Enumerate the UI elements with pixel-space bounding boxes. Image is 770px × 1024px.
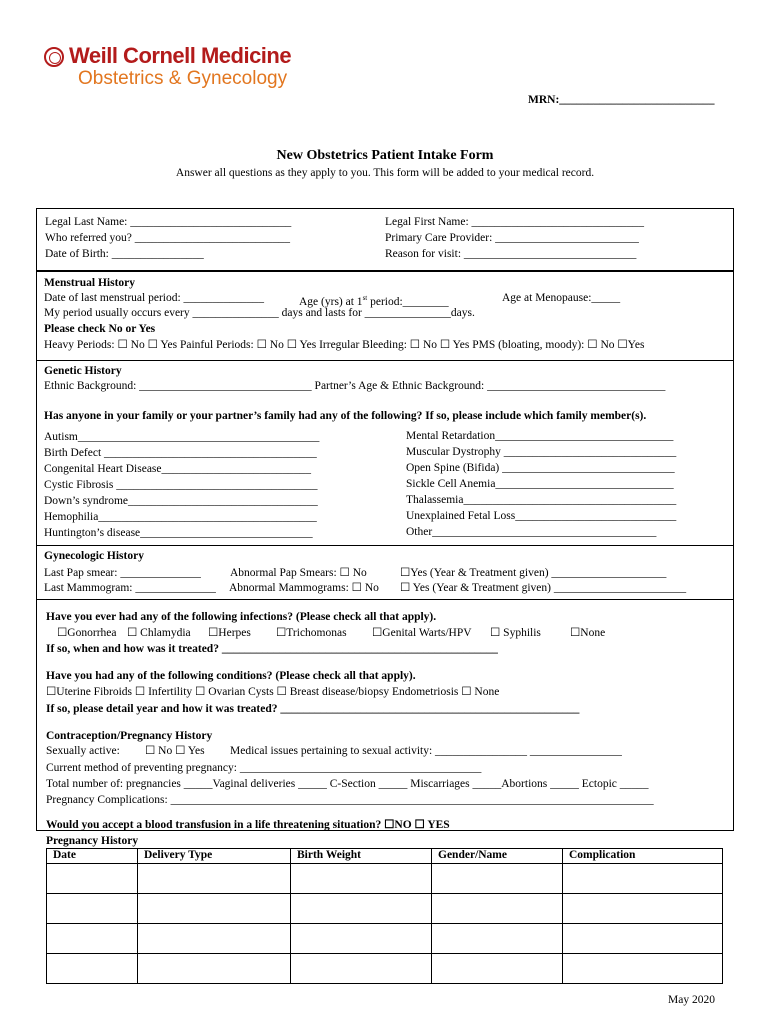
table-cell[interactable] [291,894,432,924]
table-cell[interactable] [291,924,432,954]
pregnancy-complications-field[interactable]: Pregnancy Complications: ____________________________________________________________________________________ [46,794,654,806]
column-header: Date [47,849,138,864]
family-history-item[interactable]: Down’s syndrome_________________________________ [44,495,318,507]
conditions-question: Have you had any of the following conditions? (Please check all that apply). [46,670,416,682]
table-cell[interactable] [563,864,723,894]
genetic-heading: Genetic History [44,365,122,377]
table-cell[interactable] [47,894,138,924]
table-row [47,894,723,924]
column-header: Delivery Type [138,849,291,864]
form-subtitle: Answer all questions as they apply to you. This form will be added to your medical record. [175,167,595,179]
family-history-item[interactable]: Birth Defect _____________________________________ [44,447,317,459]
age-menopause-field[interactable]: Age at Menopause:_____ [502,292,621,304]
infection-option[interactable]: ☐Genital Warts/HPV [372,627,472,639]
table-cell[interactable] [291,954,432,984]
abnormal-mammogram-yes-field[interactable]: ☐ Yes (Year & Treatment given) _______________________ [400,582,687,594]
table-cell[interactable] [432,864,563,894]
last-mammogram-field[interactable]: Last Mammogram: ______________ [44,582,216,594]
infection-option[interactable]: ☐Herpes [208,627,251,639]
form-title: New Obstetrics Patient Intake Form [276,148,494,163]
abnormal-mammogram-checkbox[interactable]: Abnormal Mammograms: ☐ No [229,582,379,594]
family-history-left-list [44,430,319,542]
referred-by-field[interactable]: Who referred you? ___________________________ [45,232,290,244]
legal-last-name-field[interactable]: Legal Last Name: ____________________________ [45,216,292,228]
pregnancy-history-heading: Pregnancy History [46,835,139,847]
pregnancy-totals-field[interactable]: Total number of: pregnancies _____Vaginal deliveries _____ C-Section _____ Miscarriages _____Abortions _____ Ectopic _____ [46,778,649,790]
footer-date: May 2020 [668,994,715,1006]
family-history-item[interactable]: Autism__________________________________________ [44,431,320,443]
column-header: Complication [563,849,723,864]
conditions-detail-field[interactable]: If so, please detail year and how it was treated? ____________________________________________________ [46,703,580,715]
blood-transfusion-checkbox[interactable]: Would you accept a blood transfusion in a life threatening situation? ☐NO ☐ YES [46,819,450,831]
logo-seal-icon [44,47,64,67]
legal-first-name-field[interactable]: Legal First Name: ______________________________ [385,216,645,228]
family-history-item[interactable]: Unexplained Fetal Loss____________________________ [406,510,677,522]
logo-title: Weill Cornell Medicine [69,43,292,68]
age-first-period-label: Age (yrs) at 1 [299,295,363,308]
sexually-active-label: Sexually active: [46,745,120,757]
logo-subtitle: Obstetrics & Gynecology [78,68,288,89]
table-cell[interactable] [432,924,563,954]
table-cell[interactable] [138,864,291,894]
family-history-question: Has anyone in your family or your partner’s family had any of the following? If so, please include which family member(s). [44,410,647,422]
column-header: Birth Weight [291,849,432,864]
date-of-birth-field[interactable]: Date of Birth: ________________ [45,248,204,260]
infection-treatment-field[interactable]: If so, when and how was it treated? ________________________________________________ [46,643,498,655]
divider [36,545,734,546]
family-history-item[interactable]: Other_______________________________________ [406,526,657,538]
infection-option[interactable]: ☐Gonorrhea [57,627,117,639]
table-row [47,924,723,954]
infection-option[interactable]: ☐ Chlamydia [127,627,191,639]
contraception-method-field[interactable]: Current method of preventing pregnancy: __________________________________________ [46,762,482,774]
sexually-active-checkbox[interactable]: ☐ No ☐ Yes [145,745,205,757]
divider [36,599,734,600]
infections-question: Have you ever had any of the following infections? (Please check all that apply). [46,611,437,623]
table-cell[interactable] [47,924,138,954]
menstrual-heading: Menstrual History [44,277,136,289]
reason-for-visit-field[interactable]: Reason for visit: ______________________________ [385,248,637,260]
contraception-heading: Contraception/Pregnancy History [46,730,213,742]
table-row [47,864,723,894]
table-cell[interactable] [291,864,432,894]
table-header-row [47,849,723,864]
family-history-item[interactable]: Mental Retardation_______________________________ [406,430,674,442]
primary-care-provider-field[interactable]: Primary Care Provider: _________________________ [385,232,639,244]
infection-option[interactable]: ☐ Syphilis [490,627,541,639]
age-first-period-blank: period:________ [367,295,449,308]
table-cell[interactable] [563,924,723,954]
family-history-item[interactable]: Huntington’s disease______________________________ [44,527,313,539]
family-history-item[interactable]: Open Spine (Bifida) ______________________________ [406,462,675,474]
column-header: Gender/Name [432,849,563,864]
table-cell[interactable] [47,864,138,894]
ordinal-suffix: st [362,294,368,302]
abnormal-pap-yes-field[interactable]: ☐Yes (Year & Treatment given) ____________________ [400,567,667,579]
table-row [47,954,723,984]
table-cell[interactable] [138,894,291,924]
last-pap-field[interactable]: Last Pap smear: ______________ [44,567,201,579]
gyn-heading: Gynecologic History [44,550,144,562]
family-history-item[interactable]: Hemophilia______________________________________ [44,511,317,523]
family-history-right-list [406,429,676,541]
family-history-item[interactable]: Cystic Fibrosis ___________________________________ [44,479,318,491]
conditions-checkboxes[interactable]: ☐Uterine Fibroids ☐ Infertility ☐ Ovarian Cysts ☐ Breast disease/biopsy Endometriosis ☐ None [46,686,500,698]
family-history-item[interactable]: Sickle Cell Anemia_______________________________ [406,478,674,490]
family-history-item[interactable]: Congenital Heart Disease__________________________ [44,463,312,475]
mrn-field[interactable]: MRN:___________________________ [528,94,715,106]
period-cycle-field[interactable]: My period usually occurs every _______________ days and lasts for _______________days. [44,307,475,319]
divider [36,360,734,361]
period-symptoms-checkboxes[interactable]: Heavy Periods: ☐ No ☐ Yes Painful Periods: ☐ No ☐ Yes Irregular Bleeding: ☐ No ☐ Yes PMS (bloating, moody): ☐ No ☐Yes [44,339,645,351]
pregnancy-history-table [46,848,723,984]
last-period-field[interactable]: Date of last menstrual period: ______________ [44,292,265,304]
infection-option[interactable]: ☐Trichomonas [276,627,347,639]
table-cell[interactable] [432,894,563,924]
table-cell[interactable] [138,924,291,954]
table-cell[interactable] [563,894,723,924]
family-history-item[interactable]: Thalassemia_____________________________________ [406,494,677,506]
table-cell[interactable] [563,954,723,984]
table-cell[interactable] [138,954,291,984]
abnormal-pap-checkbox[interactable]: Abnormal Pap Smears: ☐ No [230,567,367,579]
table-cell[interactable] [432,954,563,984]
sexual-medical-issues-field[interactable]: Medical issues pertaining to sexual activity: ________________ ________________ [230,745,622,757]
ethnic-background-field[interactable]: Ethnic Background: ______________________________ Partner’s Age & Ethnic Background: _______________________________ [44,380,666,392]
check-heading: Please check No or Yes [44,323,156,335]
infection-option[interactable]: ☐None [570,627,606,639]
family-history-item[interactable]: Muscular Dystrophy ______________________________ [406,446,677,458]
table-cell[interactable] [47,954,138,984]
